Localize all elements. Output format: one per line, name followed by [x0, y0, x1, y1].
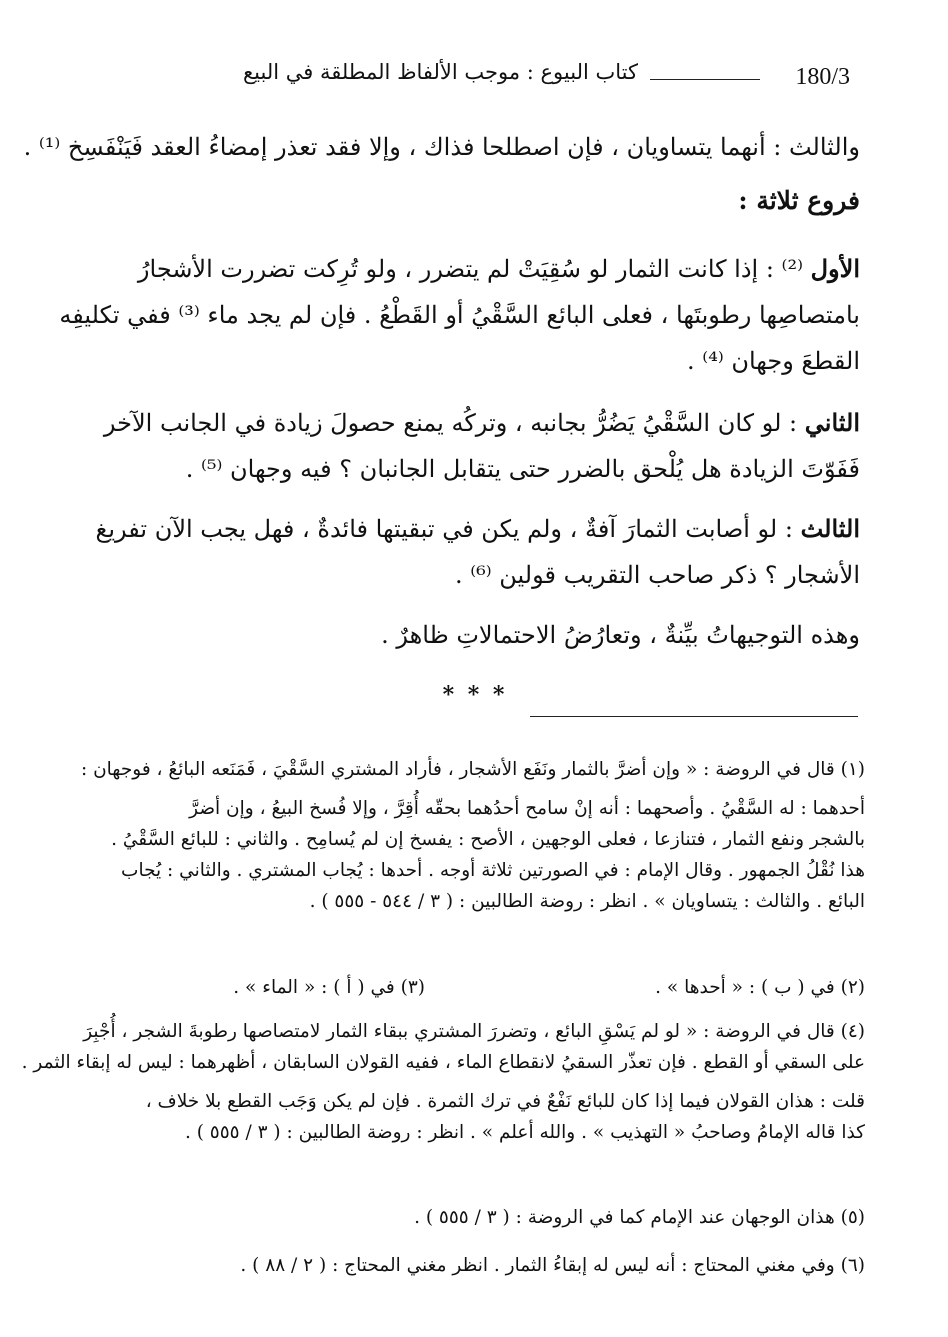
page-number: 180/3 [795, 64, 850, 90]
footnote-line: (٥) هذان الوجهان عند الإمام كما في الروضة : ( ٣ / ٥٥٥ ) . [414, 1207, 865, 1228]
paragraph-conclusion [80, 612, 860, 658]
footnotes-2-3 [80, 972, 865, 1003]
header-rule [650, 79, 760, 80]
page-header [80, 60, 850, 110]
footnote-line: بالشجر ونفع الثمار ، فتنازعا ، فعلى الوجهين ، الأصح : يفسخ إن لم يُسامِح . والثاني : للبائع السَّقْيُ . [111, 829, 865, 850]
text-line: الأشجار ؟ ذكر صاحب التقريب قولين ⁽⁶⁾ . [454, 561, 860, 589]
footnote-line: (٦) وفي مغني المحتاج : أنه ليس له إبقاءُ الثمار . انظر مغني المحتاج : ( ٢ / ٨٨ ) . [240, 1255, 865, 1276]
text-line: بامتصاصِها رطوبتَها ، فعلى البائع السَّقْيُ أو القَطْعُ . فإن لم يجد ماء ⁽³⁾ ففي تكليفِه [59, 301, 860, 329]
branch-label: الثاني [804, 408, 860, 437]
line-text: ⁽²⁾ : إذا كانت الثمار لو سُقِيَتْ لم يتضرر ، ولو تُرِكت تضررت الأشجارُ [137, 255, 811, 283]
line-text: : لو أصابت الثمارَ آفةٌ ، ولم يكن في تبقيتها فائدةٌ ، فهل يجب الآن تفريغ [95, 515, 801, 543]
footnote-line: قلت : هذان القولان فيما إذا كان للبائع نَفْعٌ في ترك الثمرة . فإن لم يكن وَجَب القطع بلا خلاف ، [145, 1091, 865, 1112]
footnote-1 [80, 754, 865, 917]
footnote-6 [80, 1250, 865, 1281]
text-line: والثالث : أنهما يتساويان ، فإن اصطلحا فذاك ، وإلا فقد تعذر إمضاءُ العقد فَيَنْفَسِخ ⁽¹⁾ . [23, 133, 860, 161]
paragraph-third-branch [80, 506, 860, 598]
footnote-line: البائع . والثالث : يتساويان » . انظر : روضة الطالبين : ( ٣ / ٥٤٤ - ٥٥٥ ) . [309, 891, 865, 912]
footnote-line: أحدهما : له السَّقْيُ . وأصحهما : أنه إنْ سامح أحدُهما بحقّه أُقِرَّ ، وإلا فُسخ البيعُ ، وإن أضرَّ [189, 798, 865, 819]
footnote-line: هذا نُقْلُ الجمهور . وقال الإمام : في الصورتين ثلاثة أوجه . أحدها : يُجاب المشتري . والثاني : يُجاب [121, 860, 865, 881]
footnote-5 [80, 1202, 865, 1233]
text-line [80, 400, 860, 446]
footnote-3: (٣) في ( أ ) : « الماء » . [233, 977, 425, 998]
footnote-line: (٤) قال في الروضة : « لو لم يَسْقِ البائع ، وتضررَ المشتري ببقاء الثمار لامتصاصها رطوبةَ الشجر ، أُجْبِرَ [83, 1021, 865, 1042]
text-line: القطعَ وجهان ⁽⁴⁾ . [687, 347, 860, 375]
line-text: : لو كان السَّقْيُ يَضُرُّ بجانبه ، وتركُه يمنع حصولَ زيادة في الجانب الآخر [103, 409, 805, 437]
footnote-line: على السقي أو القطع . فإن تعذّر السقيُ لانقطاع الماء ، ففيه القولان السابقان ، أظهرهما : ليس له إبقاء الثمر . [21, 1052, 865, 1073]
paragraph-first-branch [59, 246, 860, 384]
branch-label: الأول [810, 254, 860, 283]
paragraph-second-branch [80, 400, 860, 492]
section-separator: * * * [442, 682, 508, 708]
footnote-rule [530, 716, 858, 717]
running-title: كتاب البيوع : موجب الألفاظ المطلقة في البيع [242, 60, 638, 84]
text-line: وهذه التوجيهاتُ بيِّنةٌ ، وتعارُضُ الاحتمالاتِ ظاهرٌ . [381, 621, 860, 649]
section-heading: فروع ثلاثة : [738, 186, 860, 215]
text-line [80, 246, 860, 292]
branch-label: الثالث [800, 514, 860, 543]
footnote-4 [21, 1016, 865, 1148]
footnote-line: كذا قاله الإمامُ وصاحبُ « التهذيب » . والله أعلم » . انظر : روضة الطالبين : ( ٣ / ٥٥٥ ) . [184, 1122, 865, 1143]
footnote-line: (١) قال في الروضة : « وإن أضرَّ بالثمار ونَفَع الأشجار ، فأراد المشتري السَّقْيَ ، فَمَنَعه البائعُ ، فوجهان : [80, 759, 865, 780]
text-line: فَفَوّتَ الزيادة هل يُلْحق بالضرر حتى يتقابل الجانبان ؟ فيه وجهان ⁽⁵⁾ . [185, 455, 860, 483]
text-line [80, 506, 860, 552]
footnote-2: (٢) في ( ب ) : « أحدها » . [655, 977, 865, 998]
paragraph-third-opinion [23, 124, 860, 170]
